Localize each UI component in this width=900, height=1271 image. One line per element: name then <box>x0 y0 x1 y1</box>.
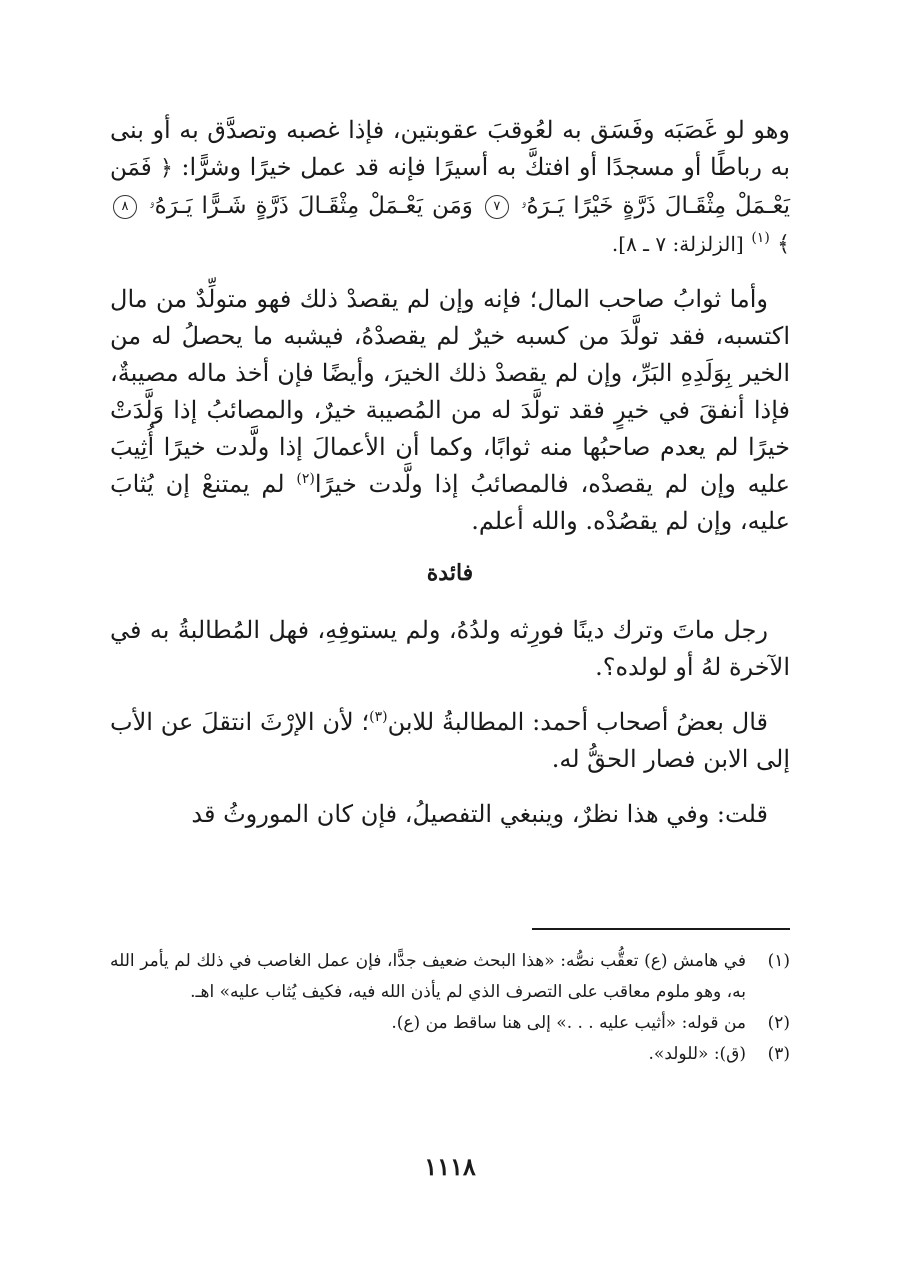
paragraph-2-text-a: وأما ثوابُ صاحب المال؛ فإنه وإن لم يقصدْ ذلك فهو متولِّدٌ من مال اكتسبه، فقد تولَّدَ من كسبه خيرٌ لم يقصدْهُ، فيشبه ما يحصلُ له من الخير بِوَلَدِهِ البَرِّ، وإن لم يقصدْ ذلك الخيرَ، وأيضًا فإن أخذ ماله مصيبةٌ، فإذا أنفقَ في خيرٍ فقد تولَّدَ له من المُصيبة خيرٌ، والمصائبُ إذا وَلَّدَتْ خيرًا لم يعدم صاحبُها منه ثوابًا، وكما أن الأعمالَ إذا ولَّدت خيرًا أُثِيبَ عليه وإن لم يقصدْه، فالمصائبُ إذا ولَّدت خيرًا <box>110 285 790 498</box>
quran-verse-part-2: وَمَن يَعْـمَلْ مِثْقَـالَ ذَرَّةٍ شَـرًّا يَـرَهُۥ <box>148 193 473 219</box>
footnote-text: (ق): «للولد». <box>648 1044 746 1064</box>
paragraph-1 <box>110 112 790 263</box>
footnote-number: (١) <box>767 951 790 971</box>
paragraph-1-line-2: بنى به رباطًا أو مسجدًا أو افتكَّ به أسيرًا فإنه قد عمل خيرًا وشرًّا: <box>110 116 790 181</box>
paragraph-4 <box>110 704 790 778</box>
verse-number-8: ٨ <box>113 195 137 219</box>
page-number: ١١١٨ <box>424 1152 476 1181</box>
footnote-3 <box>110 1039 790 1070</box>
footnote-text: في هامش (ع) تعقُّب نصُّه: «هذا البحث ضعيف جدًّا، فإن عمل الغاصب في ذلك لم يأمر الله به، وهو ملوم معاقب على التصرف الذي لم يأذن الله فيه، فكيف يُثاب عليه» اهـ. <box>110 951 746 1002</box>
quran-close-bracket: ﴾ <box>777 232 790 257</box>
section-heading: فائدة <box>426 560 474 586</box>
footnotes <box>110 946 790 1070</box>
footnote-marker-2[interactable]: (٢) <box>296 471 315 487</box>
footnote-1 <box>110 946 790 1008</box>
footnote-divider <box>532 928 790 930</box>
quran-open-bracket: ﴿ <box>160 156 173 181</box>
footnote-marker-1[interactable]: (١) <box>751 230 770 246</box>
paragraph-5: قلت: وفي هذا نظرٌ، وينبغي التفصيلُ، فإن كان الموروثُ قد <box>191 800 768 828</box>
paragraph-3: رجل ماتَ وترك دينًا فورِثه ولدُهُ، ولم يستوفِهِ، فهل المُطالبةُ به في الآخرة لهُ أو لولده؟. <box>110 616 790 681</box>
paragraph-4-text-a: قال بعضُ أصحاب أحمد: المطالبةُ للابن <box>387 708 768 736</box>
footnote-number: (٣) <box>767 1044 790 1064</box>
paragraph-1-line-1: وهو لو غَصَبَه وفَسَق به لعُوقبَ عقوبتين، فإذا غصبه وتصدَّق به أو <box>152 116 790 144</box>
quran-verse-part-1: فَمَن يَعْـمَلْ مِثْقَـالَ ذَرَّةٍ خَيْرًا يَـرَهُۥ <box>110 155 790 219</box>
footnote-number: (٢) <box>767 1013 790 1033</box>
footnote-marker-3[interactable]: (٣) <box>369 709 388 725</box>
footnote-2 <box>110 1008 790 1039</box>
paragraph-2 <box>110 281 790 540</box>
quran-reference: [الزلزلة: ٧ ـ ٨]. <box>611 232 744 256</box>
verse-number-7: ٧ <box>485 195 509 219</box>
main-text <box>110 112 790 847</box>
paragraph-2-text-b: لم يمتنعْ إن يُثابَ عليه، وإن لم يقصُدْه. والله أعلم. <box>110 470 790 535</box>
paragraph-4-text-b: ؛ لأن الإرْثَ انتقلَ عن الأب إلى الابن فصار الحقُّ له. <box>110 708 790 773</box>
footnote-text: من قوله: «أثيب عليه . . .» إلى هنا ساقط من (ع). <box>391 1013 746 1033</box>
